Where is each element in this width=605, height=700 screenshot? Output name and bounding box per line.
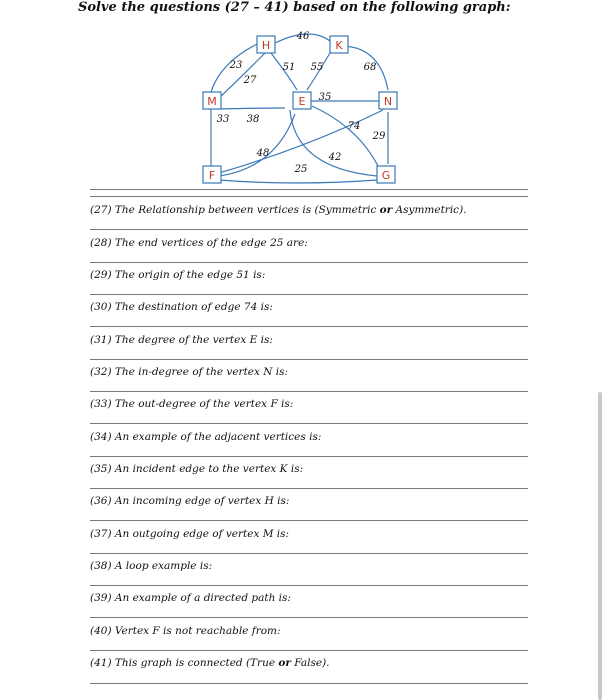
answer-line[interactable] xyxy=(90,262,528,263)
question-41: (41) This graph is connected (True or False). xyxy=(90,657,330,669)
answer-line[interactable] xyxy=(90,553,528,554)
vertex-n xyxy=(379,92,397,109)
edge-38 xyxy=(218,108,285,109)
vertex-f xyxy=(203,166,221,183)
question-37: (37) An outgoing edge of vertex M is: xyxy=(90,528,290,540)
svg-text:K: K xyxy=(335,39,343,52)
answer-line[interactable] xyxy=(90,456,528,457)
question-32: (32) The in-degree of the vertex N is: xyxy=(90,366,289,378)
answer-line[interactable] xyxy=(90,488,528,489)
svg-text:M: M xyxy=(207,95,217,108)
answer-line[interactable] xyxy=(90,391,528,392)
rule xyxy=(90,196,528,197)
weight-25: 25 xyxy=(294,164,308,175)
answer-line[interactable] xyxy=(90,617,528,618)
answer-line[interactable] xyxy=(90,520,528,521)
weight-48: 48 xyxy=(256,148,270,159)
weight-35: 35 xyxy=(318,92,332,103)
svg-text:H: H xyxy=(261,39,271,52)
page-heading: Solve the questions (27 – 41) based on the following graph: xyxy=(78,0,511,15)
weight-38: 38 xyxy=(246,114,260,125)
weight-55: 55 xyxy=(310,62,324,73)
question-27: (27) The Relationship between vertices is (Symmetric or Asymmetric). xyxy=(90,204,467,216)
question-38: (38) A loop example is: xyxy=(90,560,213,572)
vertex-h xyxy=(257,36,275,53)
answer-line[interactable] xyxy=(90,326,528,327)
weight-27: 27 xyxy=(243,75,257,86)
answer-line[interactable] xyxy=(90,683,528,684)
question-29: (29) The origin of the edge 51 is: xyxy=(90,269,266,281)
weight-29: 29 xyxy=(372,131,386,142)
vertex-m xyxy=(203,92,221,109)
vertex-g xyxy=(377,166,395,183)
svg-text:F: F xyxy=(208,169,216,182)
weight-51: 51 xyxy=(282,62,296,73)
question-28: (28) The end vertices of the edge 25 are: xyxy=(90,237,308,249)
svg-text:E: E xyxy=(298,95,306,108)
answer-line[interactable] xyxy=(90,423,528,424)
answer-line[interactable] xyxy=(90,229,528,230)
edge-fg xyxy=(219,180,377,183)
question-34: (34) An example of the adjacent vertices is: xyxy=(90,431,322,443)
rule xyxy=(90,189,528,190)
graph-diagram xyxy=(195,28,415,188)
scrollbar[interactable] xyxy=(598,392,602,700)
weight-68: 68 xyxy=(363,62,377,73)
answer-line[interactable] xyxy=(90,294,528,295)
svg-text:G: G xyxy=(381,169,391,182)
answer-line[interactable] xyxy=(90,359,528,360)
answer-line[interactable] xyxy=(90,650,528,651)
weight-23: 23 xyxy=(229,60,243,71)
answer-line[interactable] xyxy=(90,585,528,586)
question-40: (40) Vertex F is not reachable from: xyxy=(90,625,281,637)
weight-33: 33 xyxy=(216,114,230,125)
question-31: (31) The degree of the vertex E is: xyxy=(90,334,273,346)
weight-74: 74 xyxy=(347,121,361,132)
vertex-k xyxy=(330,36,348,53)
weight-46: 46 xyxy=(296,31,310,42)
svg-text:N: N xyxy=(383,95,393,108)
vertex-e xyxy=(293,92,311,109)
question-30: (30) The destination of edge 74 is: xyxy=(90,301,273,313)
question-39: (39) An example of a directed path is: xyxy=(90,592,291,604)
weight-42: 42 xyxy=(328,152,342,163)
question-35: (35) An incident edge to the vertex K is: xyxy=(90,463,304,475)
question-33: (33) The out-degree of the vertex F is: xyxy=(90,398,294,410)
question-36: (36) An incoming edge of vertex H is: xyxy=(90,495,290,507)
